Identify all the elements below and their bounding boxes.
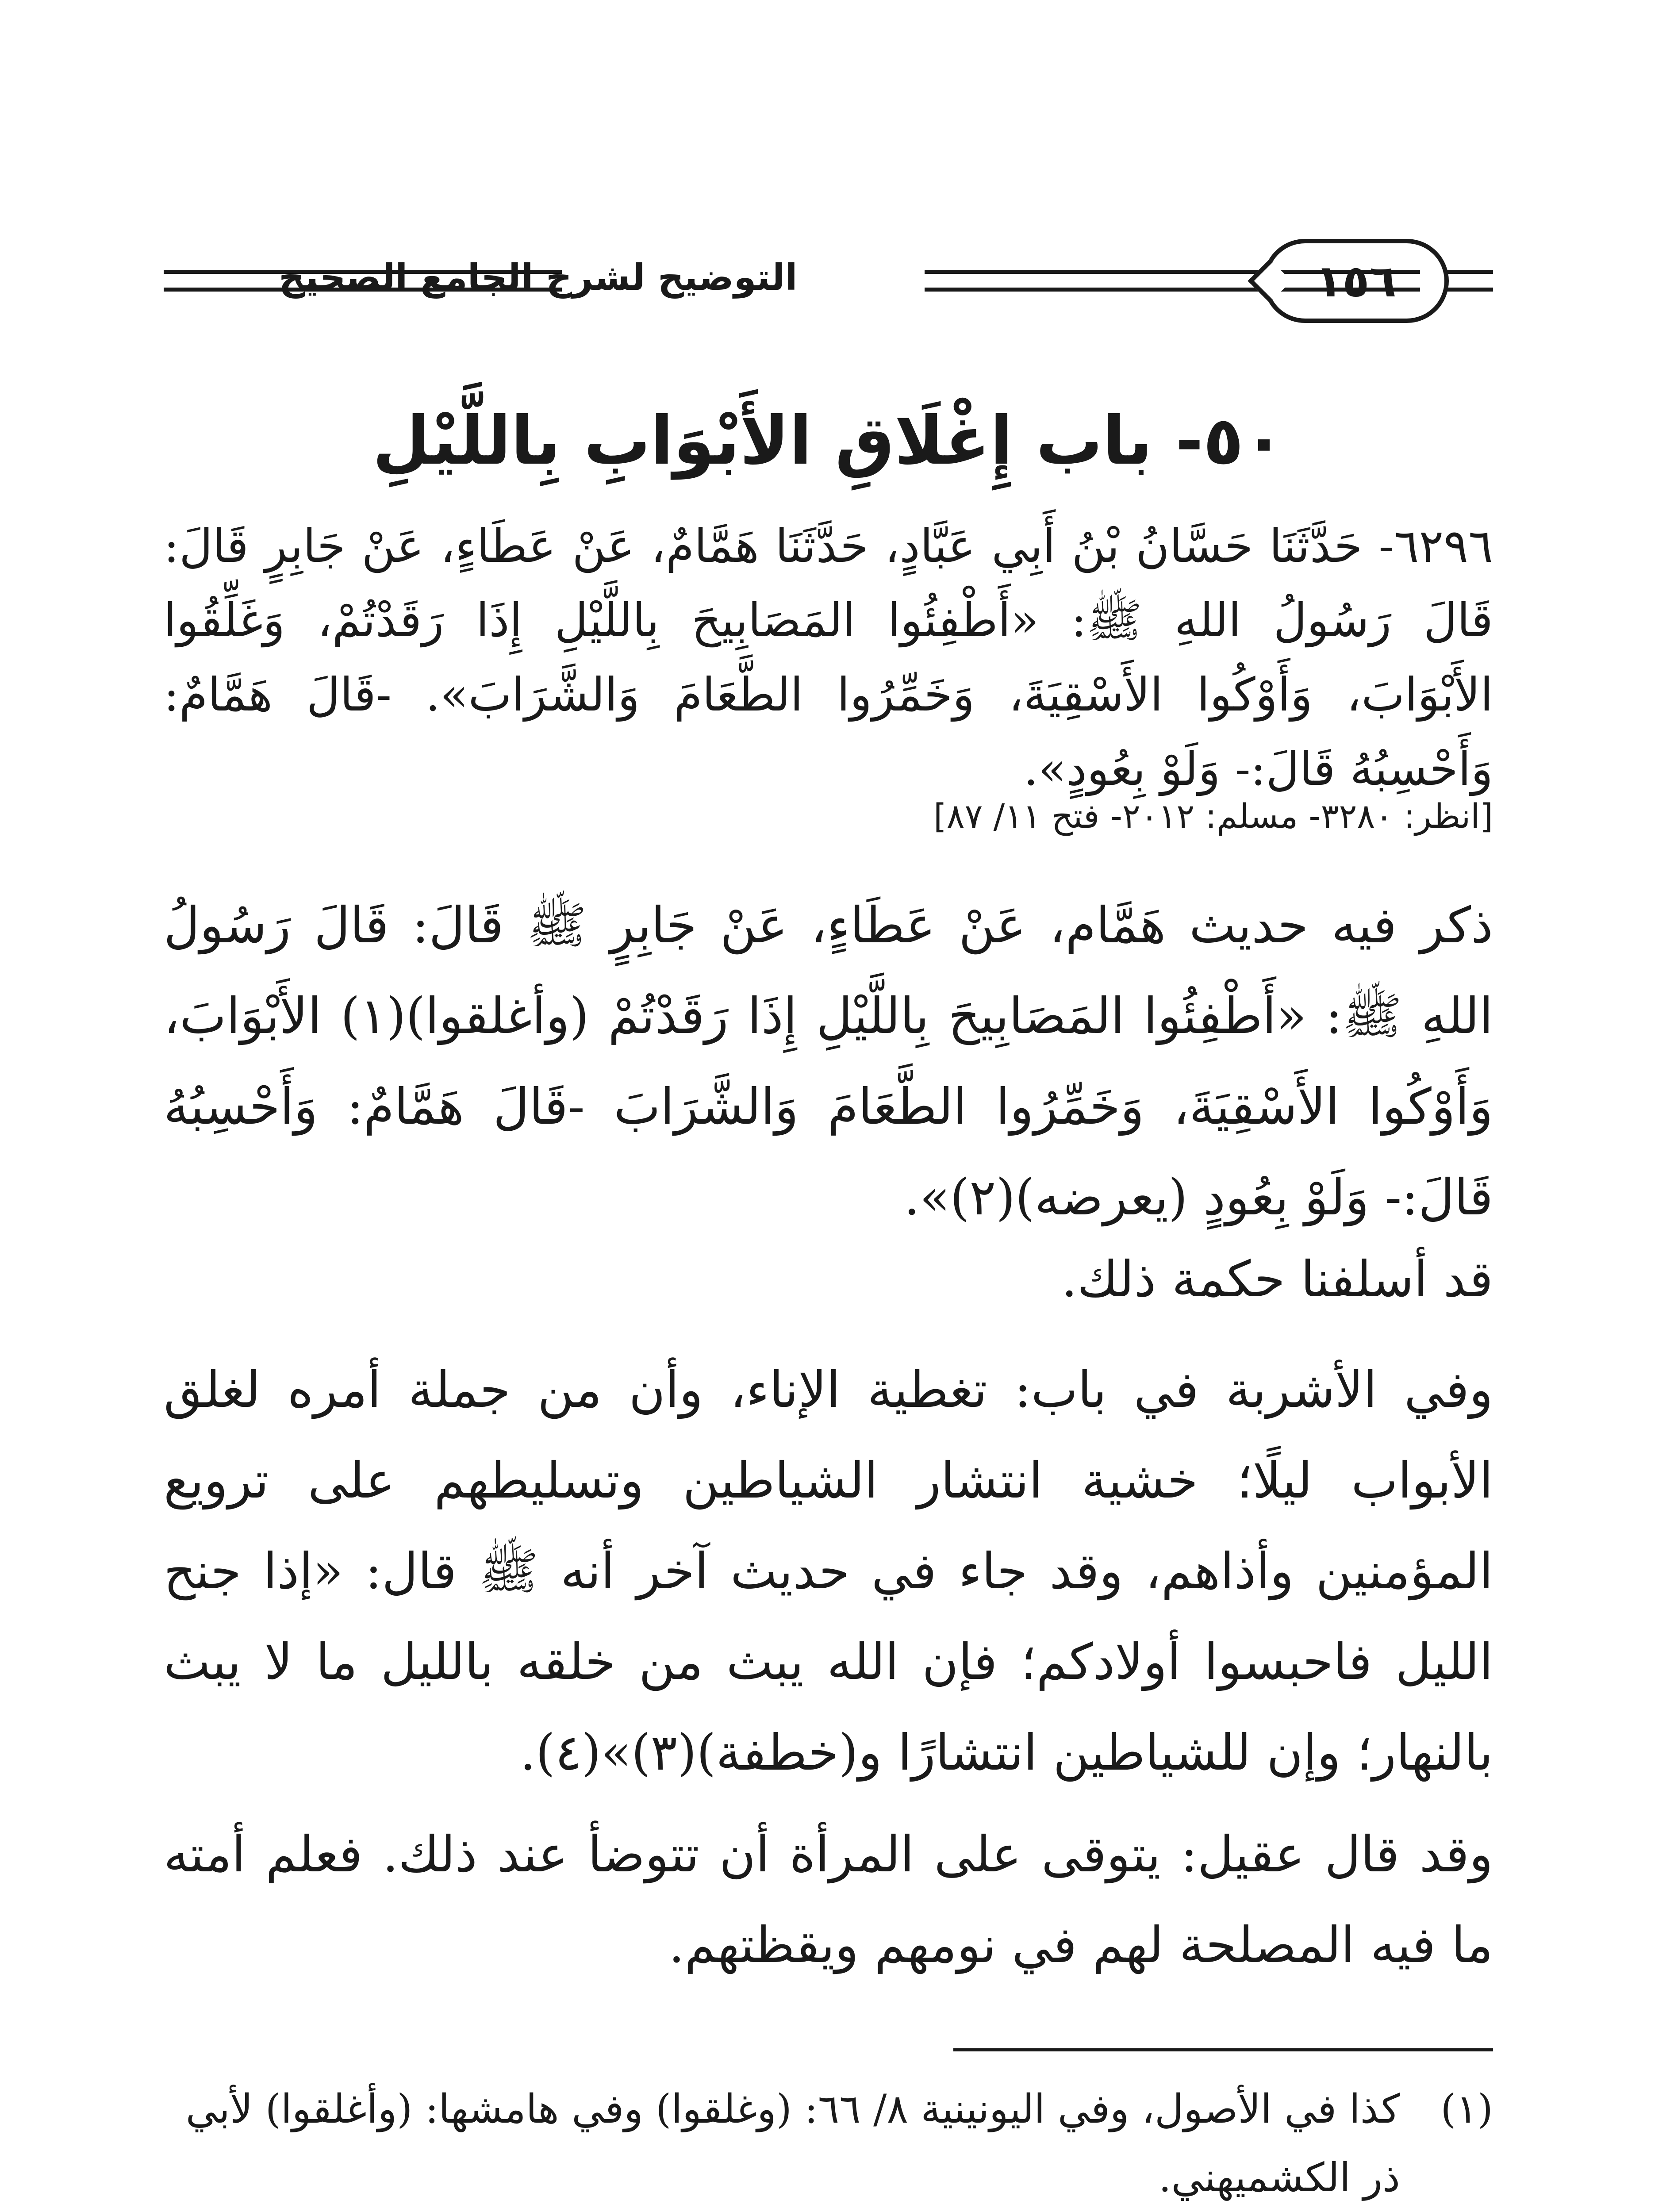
- footnote-number: (١): [1440, 2086, 1493, 2132]
- commentary-paragraph-4: وقد قال عقيل: يتوقى على المرأة أن تتوضأ عند ذلك. فعلم أمته ما فيه المصلحة لهم في نومهم ويقظتهم.: [164, 1826, 1493, 1974]
- footnote-text: كذا في الأصول، وفي اليونينية ٨/ ٦٦: (وغلقوا) وفي هامشها: (وأغلقوا) لأبي ذر الكشميهني.: [185, 2086, 1400, 2201]
- commentary-paragraph-2: قد أسلفنا حكمة ذلك.: [1061, 1251, 1493, 1308]
- footnote-1: [164, 2075, 1493, 2212]
- chapter-title: ٥٠- باب إِغْلَاقِ الأَبْوَابِ بِاللَّيْلِ: [372, 403, 1284, 480]
- footnote-separator: [953, 2048, 1493, 2051]
- header-rule-right-bottom: [1447, 288, 1493, 292]
- commentary-paragraph-1: ذكر فيه حديث هَمَّام، عَنْ عَطَاءٍ، عَنْ جَابِرٍ ﷺ قَالَ: قَالَ رَسُولُ اللهِ ﷺ: «أَطْفِئُوا المَصَابِيحَ بِاللَّيْلِ إِذَا رَقَدْتُمْ (وأغلقوا)(١) الأَبْوَابَ، وَأَوْكُوا الأَسْقِيَةَ، وَخَمِّرُوا الطَّعَامَ وَالشَّرَابَ -قَالَ هَمَّامٌ: وَأَحْسِبُهُ قَالَ:- وَلَوْ بِعُودٍ (يعرضه)(٢)».: [164, 897, 1493, 1226]
- page-header: [164, 239, 1493, 323]
- hadith-citation: [انظر: ٣٢٨٠- مسلم: ٢٠١٢- فتح ١١/ ٨٧]: [933, 796, 1493, 836]
- hadith-text: ٦٢٩٦- حَدَّثَنَا حَسَّانُ بْنُ أَبِي عَبَّادٍ، حَدَّثَنَا هَمَّامٌ، عَنْ عَطَاءٍ، عَنْ جَابِرٍ قَالَ: قَالَ رَسُولُ اللهِ ﷺ: «أَطْفِئُوا المَصَابِيحَ بِاللَّيْلِ إِذَا رَقَدْتُمْ، وَغَلِّقُوا الأَبْوَابَ، وَأَوْكُوا الأَسْقِيَةَ، وَخَمِّرُوا الطَّعَامَ وَالشَّرَابَ». -قَالَ هَمَّامٌ: وَأَحْسِبُهُ قَالَ:- وَلَوْ بِعُودٍ».: [164, 519, 1493, 796]
- running-title: التوضيح لشرح الجامع الصحيح: [279, 257, 798, 299]
- commentary-paragraph-3: وفي الأشربة في باب: تغطية الإناء، وأن من جملة أمره لغلق الأبواب ليلًا؛ خشية انتشار الشياطين وتسليطهم على ترويع المؤمنين وأذاهم، وقد جاء في حديث آخر أنه ﷺ قال: «إذا جنح الليل فاحبسوا أولادكم؛ فإن الله يبث من خلقه بالليل ما لا يبث بالنهار؛ وإن للشياطين انتشارًا و(خطفة)(٣)»(٤).: [164, 1361, 1493, 1782]
- header-rule-right-top: [1447, 270, 1493, 274]
- footnotes: [164, 2075, 1493, 2212]
- page-number: ١٥٦: [1263, 239, 1449, 323]
